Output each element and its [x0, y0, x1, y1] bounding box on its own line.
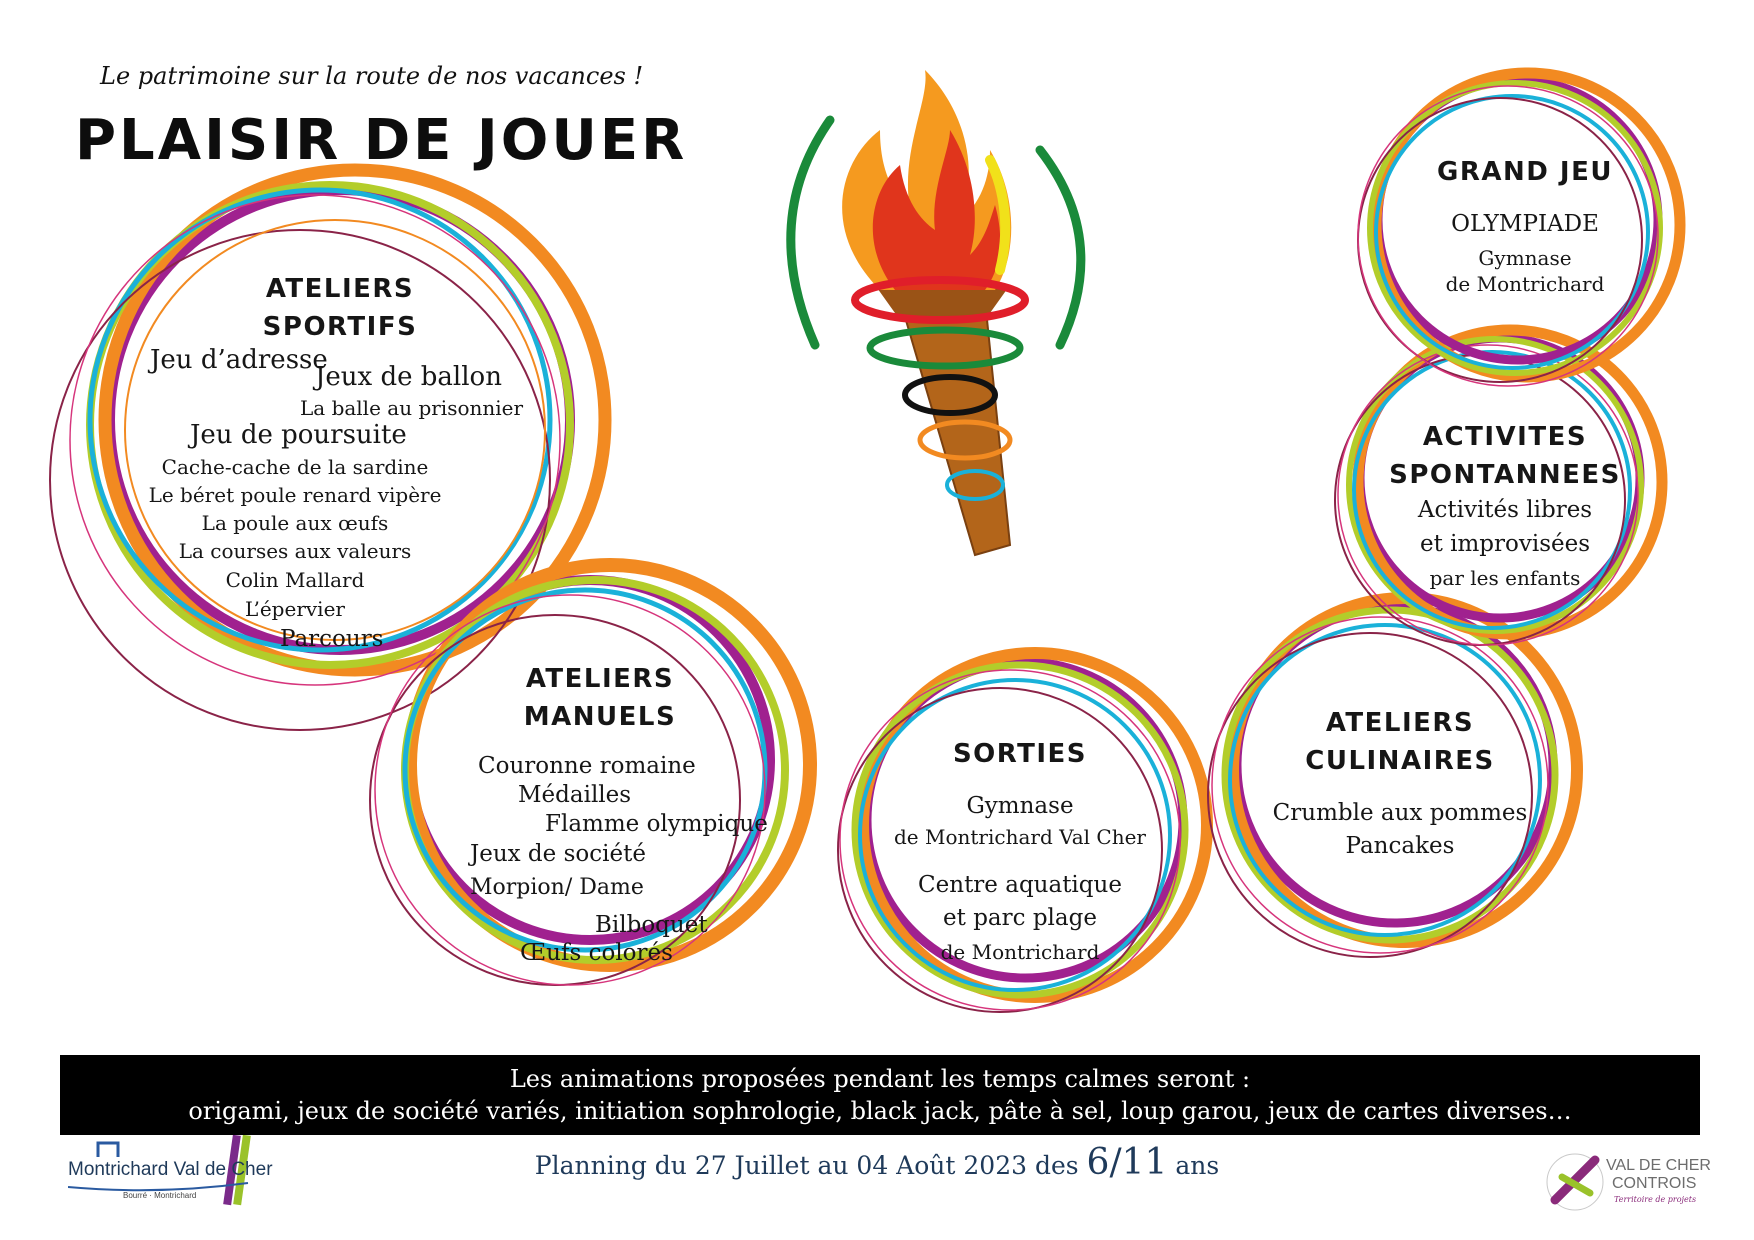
manuels-item: Jeux de société: [470, 841, 646, 867]
sportifs-item: Jeu d’adresse: [150, 345, 328, 375]
manuels-item: Médailles: [518, 782, 632, 808]
montrichard-logo: [68, 1135, 273, 1217]
sportifs-heading-line-2: SPORTIFS: [262, 312, 418, 342]
spontanees-heading: [1370, 418, 1640, 494]
manuels-item: Œufs colorés: [520, 940, 673, 966]
sportifs-item: Colin Mallard: [225, 568, 365, 592]
planning-age: 6/11: [1086, 1142, 1168, 1183]
sportifs-item: La poule aux œufs: [201, 511, 389, 535]
spontanees-item: par les enfants: [1429, 566, 1581, 590]
manuels-item: Morpion/ Dame: [470, 875, 644, 900]
spontanees-heading-line-2: SPONTANNEES: [1389, 460, 1621, 490]
sportifs-item: La balle au prisonnier: [300, 396, 524, 420]
vdcc-sub: Territoire de projets: [1614, 1195, 1697, 1204]
planning-text: Planning du 27 Juillet au 04 Août 2023 des: [534, 1151, 1079, 1180]
spontanees-item: et improvisées: [1419, 531, 1591, 557]
val-de-cher-controis-logo: [1540, 1135, 1710, 1230]
sportifs-item: Le béret poule renard vipère: [148, 483, 442, 507]
montrichard-logo-name: Montrichard Val de Cher: [68, 1159, 273, 1180]
culinaires-heading-line-2: CULINAIRES: [1305, 746, 1495, 776]
grand-jeu-item: de Montrichard: [1445, 272, 1605, 296]
spontanees-heading-line-1: ACTIVITES: [1422, 422, 1588, 452]
sorties-item: Gymnase: [966, 793, 1074, 819]
culinaires-item: Pancakes: [1345, 833, 1455, 859]
torch-icon: [791, 70, 1081, 555]
sorties-item: et parc plage: [943, 905, 1097, 931]
grand-jeu-item: OLYMPIADE: [1451, 211, 1599, 237]
grand-jeu-item: Gymnase: [1478, 246, 1572, 270]
sorties-item: Centre aquatique: [918, 872, 1122, 898]
sportifs-item: L’épervier: [245, 597, 345, 621]
planning-suffix: ans: [1175, 1151, 1220, 1180]
tagline: Le patrimoine sur la route de nos vacances !: [100, 62, 644, 90]
culinaires-item: Crumble aux pommes: [1272, 800, 1528, 826]
sportifs-item: La courses aux valeurs: [178, 539, 412, 563]
manuels-heading-line-2: MANUELS: [523, 702, 677, 732]
calm-line-2: origami, jeux de société variés, initiation sophrologie, black jack, pâte à sel, loup garou, jeux de cartes diverses…: [188, 1097, 1572, 1125]
sportifs-item: Cache-cache de la sardine: [161, 455, 429, 479]
vdcc-name-1: VAL DE CHER: [1606, 1157, 1711, 1174]
montrichard-logo-sub: Bourré · Montrichard: [123, 1191, 197, 1200]
page-title: PLAISIR DE JOUER: [75, 108, 688, 173]
laurel-icon: [791, 120, 830, 345]
manuels-item: Flamme olympique: [545, 811, 768, 837]
sorties-item: de Montrichard: [940, 940, 1100, 964]
manuels-item: Bilboquet: [595, 912, 708, 938]
manuels-heading: [480, 660, 720, 736]
sportifs-item: Jeu de poursuite: [190, 420, 407, 450]
sorties-heading: SORTIES: [952, 739, 1088, 769]
manuels-heading-line-1: ATELIERS: [525, 664, 675, 694]
spontanees-item: Activités libres: [1417, 497, 1593, 523]
vdcc-name-2: CONTROIS: [1612, 1175, 1697, 1192]
culinaires-heading-line-1: ATELIERS: [1325, 708, 1475, 738]
calm-activities-banner: [60, 1055, 1700, 1135]
sportifs-heading: [220, 270, 460, 346]
sportifs-heading-line-1: ATELIERS: [265, 274, 415, 304]
grand-jeu-heading: GRAND JEU: [1437, 157, 1613, 187]
manuels-item: Couronne romaine: [478, 753, 696, 779]
sorties-item: de Montrichard Val Cher: [894, 825, 1146, 849]
culinaires-heading: [1270, 704, 1530, 780]
sportifs-item: Parcours: [280, 626, 384, 652]
calm-line-1: Les animations proposées pendant les temps calmes seront :: [509, 1065, 1251, 1093]
sportifs-item: Jeux de ballon: [315, 362, 502, 392]
